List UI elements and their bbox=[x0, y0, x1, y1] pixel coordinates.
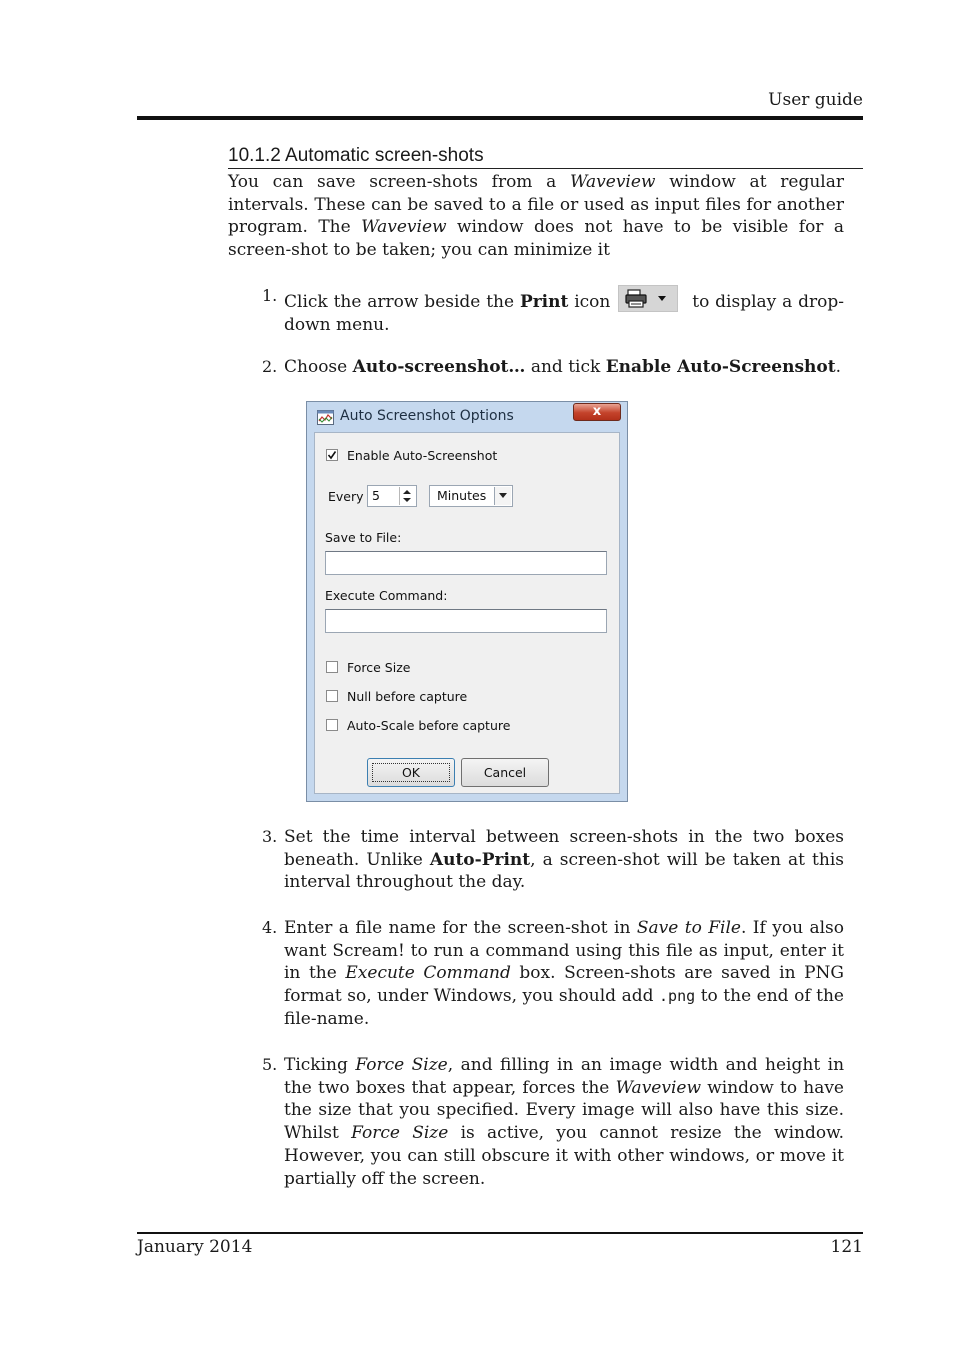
interval-unit-value: Minutes bbox=[437, 488, 487, 503]
footer-rule bbox=[137, 1232, 863, 1234]
step-bold: Print bbox=[519, 292, 569, 312]
step-3 bbox=[262, 826, 844, 894]
focus-ring bbox=[372, 763, 450, 782]
step-italic: Force Size bbox=[351, 1123, 449, 1144]
step-number: 4. bbox=[262, 918, 278, 937]
step-body bbox=[284, 917, 844, 1031]
step-text: , and filling in an image width and height in the two boxes that appear, forces the bbox=[284, 1055, 845, 1098]
intro-paragraph bbox=[228, 171, 844, 262]
step-number: 5. bbox=[262, 1055, 278, 1074]
intro-text: window does not have to be visible for a screen-shot to be taken; you can minimize it bbox=[228, 217, 844, 261]
enable-auto-screenshot-label: Enable Auto-Screenshot bbox=[347, 448, 498, 463]
enable-auto-screenshot-checkbox[interactable] bbox=[326, 449, 338, 461]
step-text: box. Screen-shots are saved in PNG format so, under Windows, you should add bbox=[284, 963, 844, 1007]
auto-scale-checkbox[interactable] bbox=[326, 719, 338, 731]
interval-value: 5 bbox=[372, 488, 380, 503]
step-bold: Enable Auto-Screenshot bbox=[605, 357, 836, 377]
footer-date: January 2014 bbox=[137, 1237, 253, 1257]
step-text: . bbox=[835, 357, 842, 377]
spin-down-icon[interactable] bbox=[402, 497, 412, 503]
step-number: 3. bbox=[262, 827, 278, 846]
auto-screenshot-dialog bbox=[306, 401, 628, 802]
step-4 bbox=[262, 917, 844, 1031]
check-icon bbox=[327, 450, 337, 460]
header-title: User guide bbox=[768, 90, 863, 110]
chart-window-icon bbox=[317, 410, 334, 429]
save-to-file-input[interactable] bbox=[325, 551, 607, 575]
step-text: is active, you cannot resize the window. However, you can still obscure it with other windows, or move it partially off the screen. bbox=[284, 1123, 845, 1189]
step-text: window to have the size that you specified. Every image will also have this size. Whilst bbox=[284, 1077, 844, 1144]
step-body bbox=[284, 1054, 844, 1190]
execute-command-label: Execute Command: bbox=[325, 588, 448, 603]
step-text: to the end of the file-name. bbox=[284, 986, 844, 1029]
step-code: .png bbox=[659, 987, 696, 1006]
step-italic: Execute Command bbox=[345, 963, 511, 984]
step-body bbox=[284, 285, 844, 336]
dialog-title: Auto Screenshot Options bbox=[340, 408, 514, 424]
interval-unit-select[interactable] bbox=[429, 485, 513, 507]
step-text: . If you also want Scream! to run a command using this file as input, enter it in the bbox=[284, 918, 844, 984]
intro-text: window at regular intervals. These can be saved to a file or used as input files for another program. The bbox=[228, 172, 844, 238]
step-text: and tick bbox=[525, 357, 606, 377]
null-before-capture-checkbox[interactable] bbox=[326, 690, 338, 702]
page-number: 121 bbox=[830, 1237, 863, 1257]
step-italic: Force Size bbox=[355, 1055, 448, 1075]
dropdown-button[interactable] bbox=[494, 487, 511, 505]
cancel-button[interactable] bbox=[461, 758, 549, 787]
step-text: to display a drop-down menu. bbox=[284, 292, 845, 335]
section-title: 10.1.2 Automatic screen-shots bbox=[228, 145, 863, 169]
step-number: 1. bbox=[262, 286, 278, 305]
step-body bbox=[284, 356, 844, 379]
ok-label: OK bbox=[401, 765, 421, 780]
step-body bbox=[284, 826, 844, 894]
step-1 bbox=[262, 285, 844, 336]
null-before-capture-label: Null before capture bbox=[347, 689, 468, 704]
spinner-buttons[interactable] bbox=[399, 487, 415, 505]
intro-italic: Waveview bbox=[361, 217, 447, 238]
step-italic: Waveview bbox=[615, 1077, 702, 1098]
dialog-client-area bbox=[314, 432, 620, 794]
step-text: , a screen-shot will be taken at this interval throughout the day. bbox=[284, 849, 844, 893]
close-icon: x bbox=[592, 404, 602, 419]
intro-text: You can save screen-shots from a bbox=[228, 172, 571, 192]
step-text: Choose bbox=[284, 357, 353, 377]
interval-spinner[interactable] bbox=[367, 485, 417, 507]
step-text: Ticking bbox=[284, 1055, 356, 1075]
auto-scale-label: Auto-Scale before capture bbox=[347, 718, 511, 733]
chevron-down-icon bbox=[499, 493, 507, 499]
step-number: 2. bbox=[262, 357, 278, 376]
spin-up-icon[interactable] bbox=[402, 489, 412, 495]
step-5 bbox=[262, 1054, 844, 1190]
execute-command-input[interactable] bbox=[325, 609, 607, 633]
close-button[interactable] bbox=[573, 403, 621, 421]
intro-italic: Waveview bbox=[570, 172, 656, 192]
step-text: Enter a file name for the screen-shot in bbox=[284, 918, 637, 938]
force-size-checkbox[interactable] bbox=[326, 661, 338, 673]
dialog-titlebar bbox=[307, 402, 627, 430]
step-bold: Auto-Print bbox=[429, 849, 531, 870]
ok-button[interactable] bbox=[367, 758, 455, 787]
step-bold: Auto-screenshot… bbox=[352, 357, 526, 377]
header-rule bbox=[137, 116, 863, 120]
print-icon bbox=[618, 285, 678, 312]
force-size-label: Force Size bbox=[347, 660, 411, 675]
every-label: Every bbox=[328, 489, 364, 504]
step-text: icon bbox=[568, 292, 611, 312]
step-2 bbox=[262, 356, 844, 379]
step-text: Click the arrow beside the bbox=[284, 292, 520, 312]
save-to-file-label: Save to File: bbox=[325, 530, 402, 545]
cancel-label: Cancel bbox=[483, 765, 527, 780]
step-text: Set the time interval between screen-shots in the two boxes beneath. Unlike bbox=[284, 827, 844, 870]
step-italic: Save to File bbox=[636, 918, 741, 938]
